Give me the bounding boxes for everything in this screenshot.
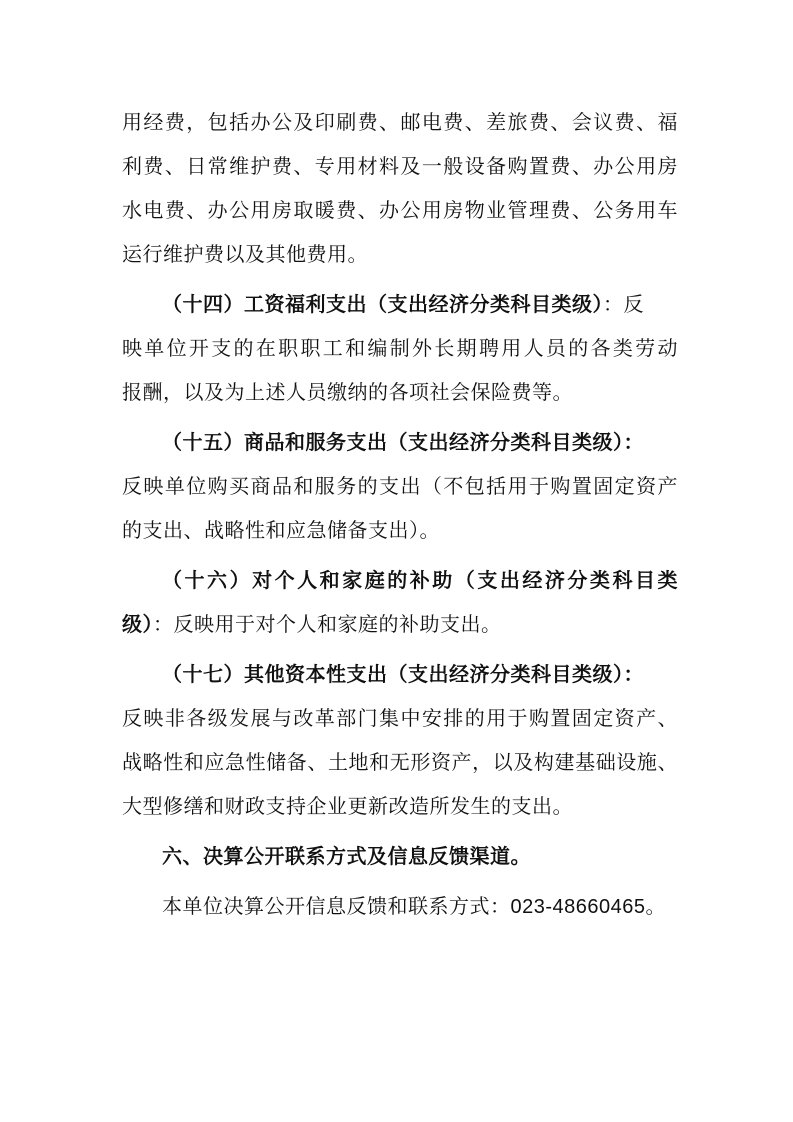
paragraph-17-other-capital [122,652,678,828]
text-line: 反映非各级发展与改革部门集中安排的用于购置固定资产、 [122,706,678,730]
text-line: 大型修缮和财政支持企业更新改造所发生的支出。 [122,794,573,818]
section-heading: 六、决算公开联系方式及信息反馈渠道。 [162,844,531,868]
contact-label: 本单位决算公开信息反馈和联系方式： [162,894,511,918]
text-line: 利费、日常维护费、专用材料及一般设备购置费、办公用房 [122,154,678,178]
text-line [122,602,678,646]
paragraph-14-salary-welfare [122,282,678,414]
paragraph-heading: （十六）对个人和家庭的补助（支出经济分类科目类 [162,568,678,592]
contact-suffix: 。 [645,894,667,918]
paragraph-heading: （十七）其他资本性支出（支出经济分类科目类级）： [162,662,644,686]
paragraph-15-goods-services [122,420,678,552]
paragraph-heading: （十四）工资福利支出（支出经济分类科目类级） [162,292,603,316]
paragraph-heading: （十五）商品和服务支出（支出经济分类科目类级）： [162,430,644,454]
section-6-contact [122,834,678,928]
text-line: 报酬，以及为上述人员缴纳的各项社会保险费等。 [122,380,573,404]
paragraph-heading-tail: ：反 [603,292,644,316]
text-line: 的支出、战略性和应急储备支出）。 [122,518,440,542]
text-line: 反映单位购买商品和服务的支出（不包括用于购置固定资产 [122,474,678,498]
paragraph-text: ：反映用于对个人和家庭的补助支出。 [153,612,502,636]
text-line: 映单位开支的在职职工和编制外长期聘用人员的各类劳动 [122,336,678,360]
paragraph-16-household-subsidy [122,558,678,646]
heading-line [122,282,678,326]
text-line: 用经费，包括办公及印刷费、邮电费、差旅费、会议费、福 [122,110,678,134]
text-line: 运行维护费以及其他费用。 [122,242,368,266]
document-body [122,100,678,928]
contact-phone: 023-48660465 [510,896,646,918]
text-line: 水电费、办公用房取暖费、办公用房物业管理费、公务用车 [122,198,678,222]
text-line: 战略性和应急性储备、土地和无形资产，以及构建基础设施、 [122,750,678,774]
contact-line [122,884,678,928]
paragraph-heading-continued: 级） [122,612,153,636]
paragraph-office-expenses [122,100,678,276]
